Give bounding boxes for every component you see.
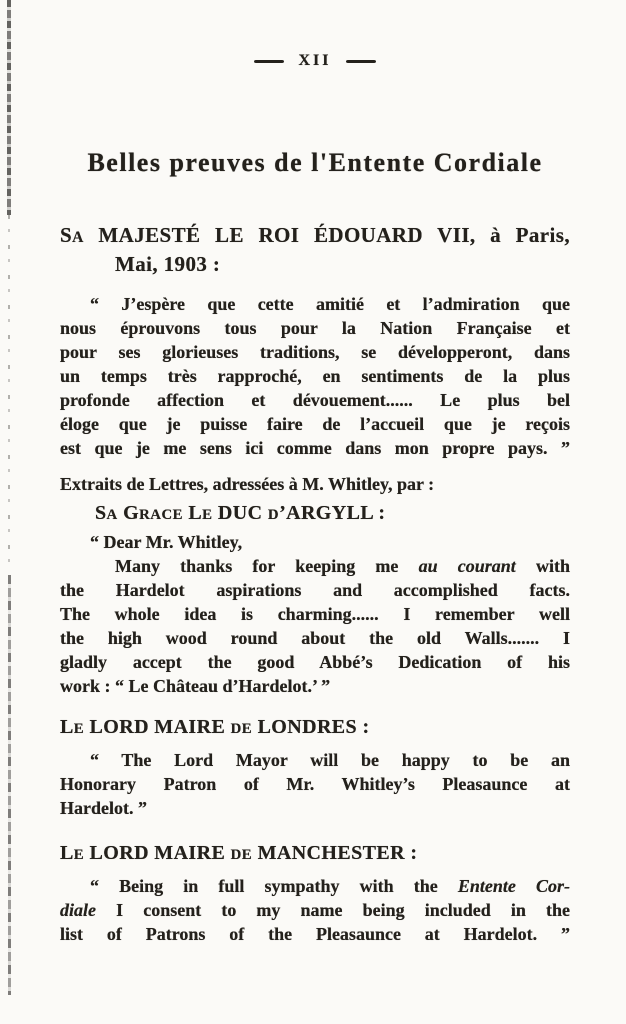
text-segment: A	[106, 507, 118, 523]
quote-edouard-vii-line	[60, 364, 570, 388]
text-segment: Many thanks for keeping me	[115, 556, 419, 576]
page-title: Belles preuves de l'Entente Cordiale	[87, 148, 543, 177]
quote-lord-maire-londres-line	[60, 772, 570, 796]
quote-edouard-vii	[60, 292, 570, 460]
quote-edouard-vii-line	[60, 388, 570, 412]
quote-edouard-vii-line	[60, 340, 570, 364]
text-segment: LONDRES :	[252, 716, 370, 738]
ornament-dash-right	[346, 60, 376, 63]
text-segment: pour ses glorieuses traditions, se développeront, dans	[60, 342, 570, 362]
text-segment: The whole idea is charming...... I remember well	[60, 604, 570, 624]
text-segment: L	[60, 842, 74, 864]
text-segment: au courant	[418, 556, 516, 576]
text-segment: Hardelot. ”	[60, 798, 147, 818]
quote-duc-argyll-line	[60, 554, 570, 578]
text-segment: ’ARGYLL :	[279, 502, 386, 524]
text-segment: gladly accept the good Abbé’s Dedication of his	[60, 652, 570, 672]
quote-lord-maire-manchester-line	[60, 922, 570, 946]
text-segment: LORD MAIRE	[84, 842, 231, 864]
heading-sa-majeste-line	[60, 222, 570, 251]
text-segment: S	[60, 223, 73, 247]
text-segment: “ Dear Mr. Whitley,	[90, 532, 243, 552]
quote-duc-argyll-line	[60, 674, 570, 698]
heading-sa-majeste	[60, 222, 570, 278]
text-segment: Honorary Patron of Mr. Whitley’s Pleasaunce at	[60, 774, 570, 794]
ornament-dash-left	[254, 60, 284, 63]
heading-lord-maire-londres-line	[60, 714, 570, 742]
text-segment: Entente Cor-	[457, 876, 570, 896]
extraits-intro-line	[60, 472, 570, 496]
quote-lord-maire-londres	[60, 748, 570, 820]
text-segment: D	[267, 507, 280, 523]
quote-duc-argyll-line	[60, 626, 570, 650]
text-segment: L	[60, 716, 74, 738]
document-body	[60, 222, 570, 946]
text-segment: LORD MAIRE	[84, 716, 231, 738]
text-segment: profonde affection et dévouement...... Le plus bel	[60, 390, 570, 410]
text-segment: éloge que je puisse faire de l’accueil que je reçois	[60, 414, 570, 434]
quote-duc-argyll-line	[60, 530, 570, 554]
quote-duc-argyll-line	[60, 650, 570, 674]
text-segment: RACE	[139, 507, 184, 523]
text-segment: MANCHESTER :	[252, 842, 418, 864]
heading-duc-argyll-line	[60, 500, 570, 528]
text-segment: with	[515, 556, 570, 576]
text-segment: list of Patrons of the Pleasaunce at Hardelot. ”	[60, 924, 570, 944]
heading-lord-maire-manchester	[60, 840, 570, 868]
text-segment: the high wood round about the old Walls....... I	[60, 628, 570, 648]
text-segment: diale	[60, 900, 96, 920]
quote-edouard-vii-line	[60, 292, 570, 316]
text-segment: nous éprouvons tous pour la Nation Française et	[60, 318, 570, 338]
text-segment: A	[72, 229, 84, 246]
quote-edouard-vii-line	[60, 316, 570, 340]
text-segment: Extraits de Lettres, adressées à M. Whitley, par :	[60, 474, 435, 494]
heading-lord-maire-londres	[60, 714, 570, 742]
text-segment: “ J’espère que cette amitié et l’admiration que	[90, 294, 570, 314]
text-segment: “ Being in full sympathy with the	[90, 876, 458, 896]
heading-lord-maire-manchester-line	[60, 840, 570, 868]
text-segment: MAJESTÉ LE ROI ÉDOUARD VII, à Paris,	[83, 223, 570, 247]
text-segment: S	[95, 502, 107, 524]
page-number-row	[60, 50, 570, 72]
text-segment: “ The Lord Mayor will be happy to be an	[90, 750, 570, 770]
text-segment: E	[73, 847, 85, 863]
quote-edouard-vii-line	[60, 436, 570, 460]
text-segment: G	[117, 502, 140, 524]
text-segment: E	[202, 507, 213, 523]
quote-lord-maire-londres-line	[60, 748, 570, 772]
heading-sa-majeste-line	[60, 251, 570, 278]
text-segment: Mai, 1903 :	[115, 252, 221, 276]
extraits-intro	[60, 472, 570, 496]
quote-lord-maire-londres-line	[60, 796, 570, 820]
quote-lord-maire-manchester-line	[60, 874, 570, 898]
heading-duc-argyll	[60, 500, 570, 528]
quote-lord-maire-manchester-line	[60, 898, 570, 922]
text-segment: L	[183, 502, 203, 524]
quote-duc-argyll	[60, 530, 570, 698]
quote-edouard-vii-line	[60, 412, 570, 436]
quote-lord-maire-manchester	[60, 874, 570, 946]
text-segment: I consent to my name being included in the	[96, 900, 570, 920]
text-segment: the Hardelot aspirations and accomplished facts.	[60, 580, 570, 600]
text-segment: un temps très rapproché, en sentiments de la plus	[60, 366, 570, 386]
text-segment: E	[73, 721, 85, 737]
text-segment: est que je me sens ici comme dans mon propre pays. ”	[60, 438, 570, 458]
quote-duc-argyll-line	[60, 602, 570, 626]
text-segment: DUC	[212, 502, 268, 524]
text-segment: DE	[230, 721, 253, 737]
quote-duc-argyll-line	[60, 578, 570, 602]
text-segment: DE	[230, 847, 253, 863]
page-number: XII	[298, 52, 332, 69]
text-segment: work : “ Le Château d’Hardelot.’ ”	[60, 676, 331, 696]
